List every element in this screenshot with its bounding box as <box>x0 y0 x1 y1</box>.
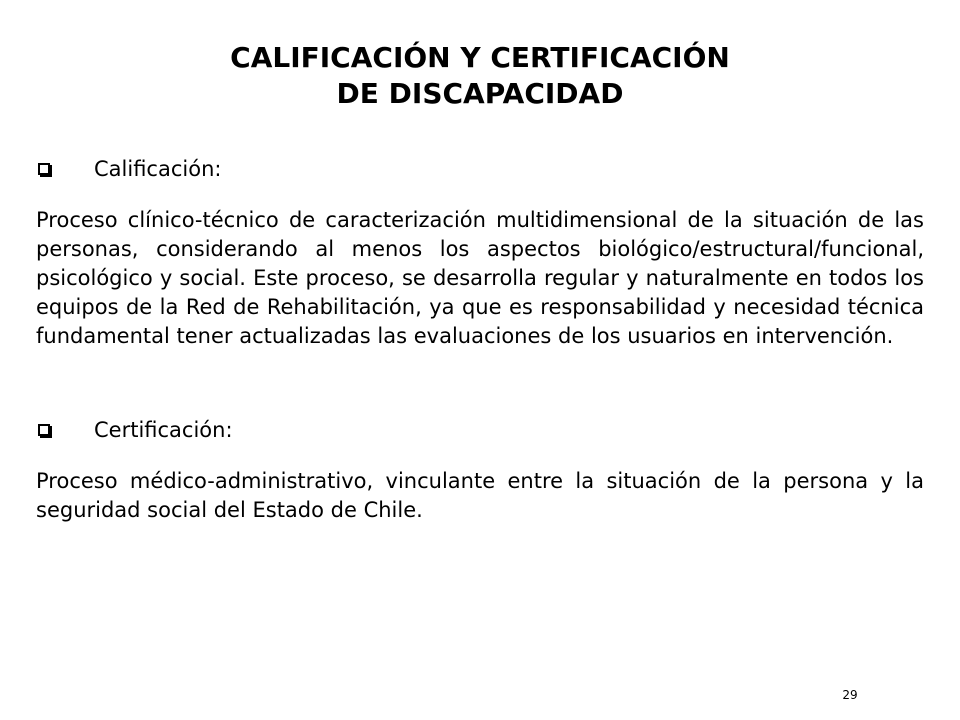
checkbox-square-icon <box>38 424 50 436</box>
checkbox-square-icon <box>38 163 50 175</box>
slide-content <box>36 152 924 525</box>
slide-title <box>0 40 960 112</box>
section-heading-label: Calificación: <box>94 156 222 181</box>
title-line-2: DE DISCAPACIDAD <box>336 77 624 110</box>
section-paragraph-certificacion: Proceso médico-administrativo, vinculante entre la situación de la persona y la seguridad social del Estado de Chile. <box>36 469 924 522</box>
section-heading-certificacion <box>36 413 924 447</box>
section-heading-calificacion <box>36 152 924 186</box>
title-line-1: CALIFICACIÓN Y CERTIFICACIÓN <box>230 41 730 74</box>
section-paragraph-calificacion: Proceso clínico-técnico de caracterización multidimensional de la situación de las personas, considerando al menos los aspectos biológico/estructural/funcional, psicológico y social. Este proceso, se desarrolla regular y naturalmente en todos los equipos de la Red de Rehabilitación, ya que es responsabilidad y necesidad técnica fundamental tener actualizadas las evaluaciones de los usuarios en intervención. <box>36 208 924 348</box>
page-number: 29 <box>842 688 858 702</box>
section-heading-label: Certificación: <box>94 417 233 442</box>
